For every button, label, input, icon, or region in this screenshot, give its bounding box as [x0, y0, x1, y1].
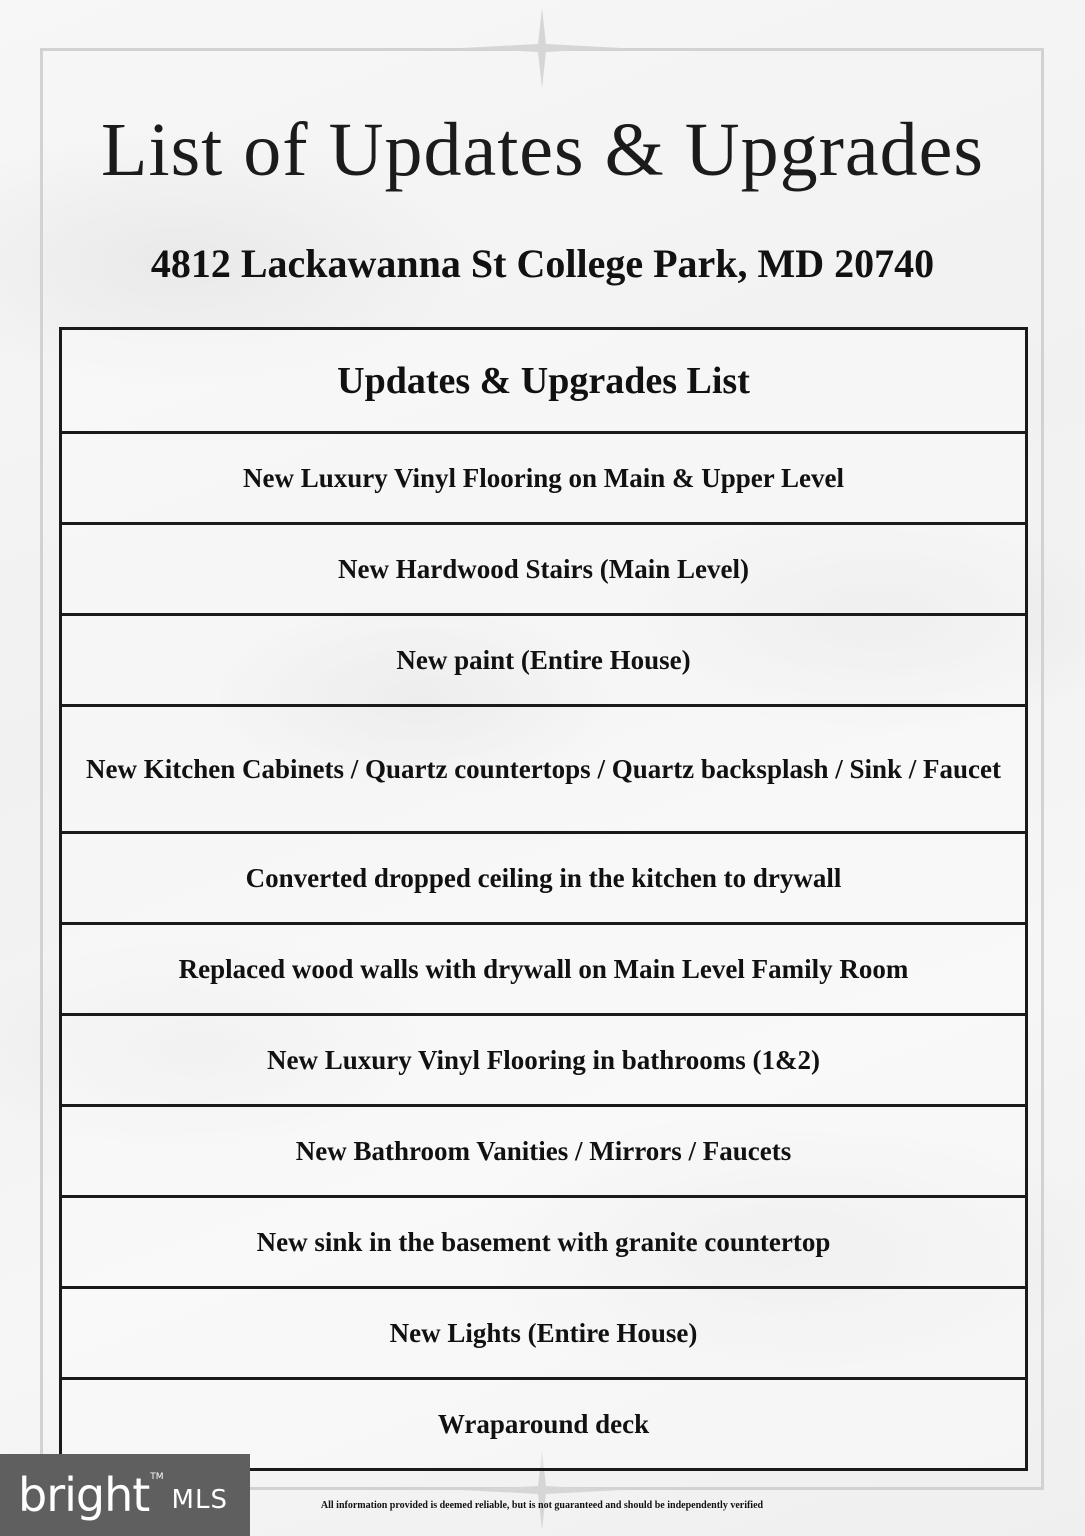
table-row: New sink in the basement with granite countertop: [62, 1195, 1025, 1286]
table-row: New Hardwood Stairs (Main Level): [62, 522, 1025, 613]
disclaimer: All information provided is deemed reliable, but is not guaranteed and should be independently verified: [320, 1500, 764, 1511]
table-row: Wraparound deck: [62, 1377, 1025, 1468]
bright-mls-logo: [0, 1454, 250, 1536]
table-row: New Luxury Vinyl Flooring on Main & Upper Level: [62, 431, 1025, 522]
table-row: New Bathroom Vanities / Mirrors / Faucets: [62, 1104, 1025, 1195]
table-row: New Luxury Vinyl Flooring in bathrooms (1&2): [62, 1013, 1025, 1104]
updates-table: [59, 327, 1028, 1471]
page-title: List of Updates & Upgrades: [101, 108, 984, 192]
brand-word: bright: [18, 1468, 150, 1522]
sparkle-ornament-top-icon: [462, 8, 622, 88]
table-row: New Lights (Entire House): [62, 1286, 1025, 1377]
table-row: Replaced wood walls with drywall on Main Level Family Room: [62, 922, 1025, 1013]
brand-mls: MLS: [171, 1485, 228, 1515]
table-row: New paint (Entire House): [62, 613, 1025, 704]
brand-trademark: TM: [150, 1472, 164, 1482]
property-address: 4812 Lackawanna St College Park, MD 20740: [150, 241, 935, 286]
table-row: New Kitchen Cabinets / Quartz countertops / Quartz backsplash / Sink / Faucet: [62, 704, 1025, 831]
table-row: Converted dropped ceiling in the kitchen to drywall: [62, 831, 1025, 922]
table-header: Updates & Upgrades List: [337, 359, 750, 402]
